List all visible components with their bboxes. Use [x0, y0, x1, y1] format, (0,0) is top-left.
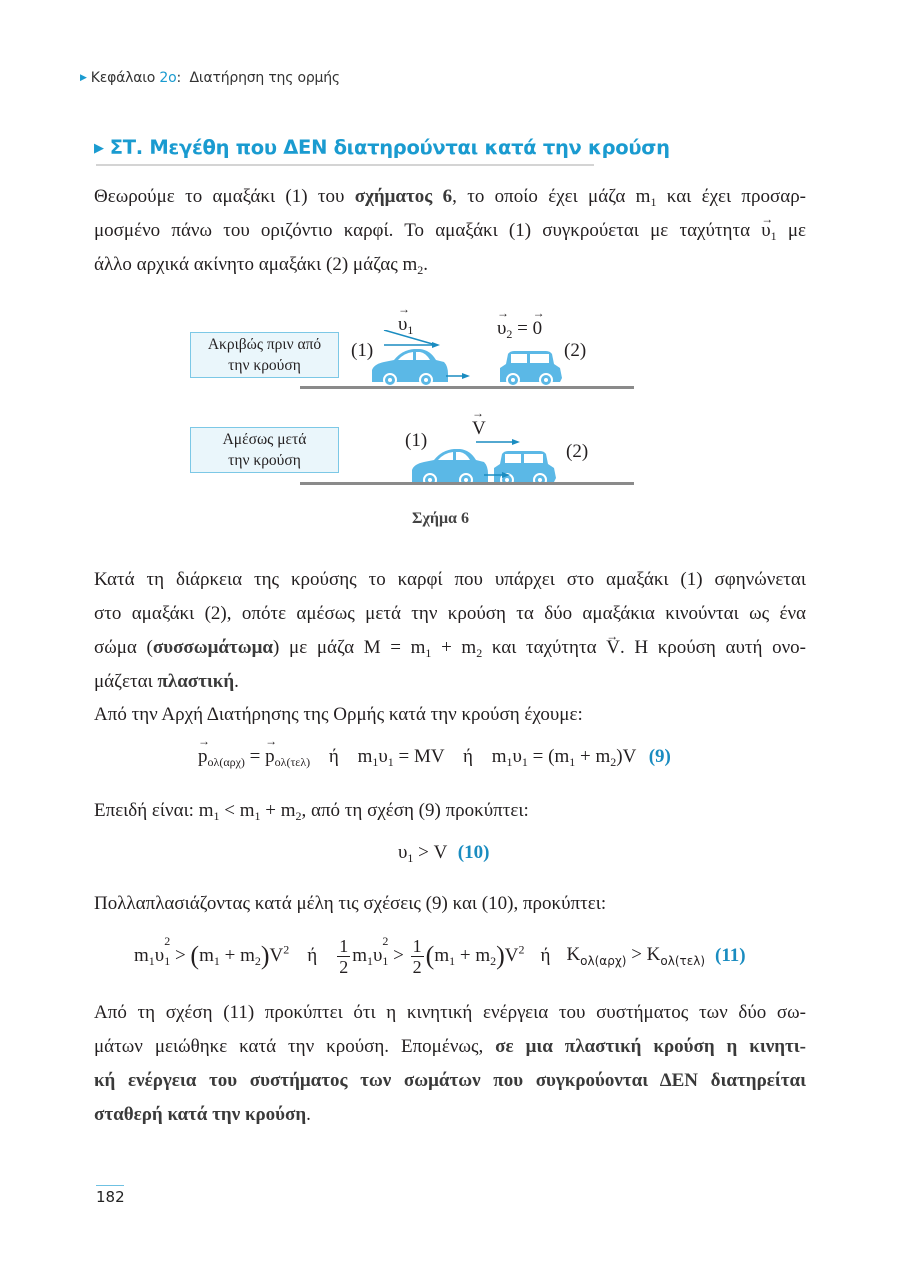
cars-before-illustration	[360, 330, 600, 386]
section-title-text: ΣΤ. Μεγέθη που ΔΕΝ διατηρούνται κατά την κρούση	[109, 136, 670, 159]
section-title	[94, 136, 670, 159]
v1-label: → $\upsilon_1$	[398, 314, 413, 336]
label-before-collision: Ακριβώς πριν από την κρούση	[190, 332, 339, 378]
running-header	[80, 70, 340, 86]
paragraph-conclusion	[94, 996, 806, 1132]
paragraph-multiplying: Πολλαπλασιάζοντας κατά μέλη τις σχέσεις (9) και (10), προκύπτει:	[94, 893, 607, 914]
paragraph-since: Επειδή είναι: $m_1 < m_1 + m_2$, από τη σχέση (9) προκύπτει:	[94, 800, 529, 823]
intro-line-1: Θεωρούμε το αμαξάκι (1) του σχήματος 6, το οποίο έχει μάζα $m_1$ και έχει προσαρ-	[94, 186, 806, 209]
cars-after-illustration	[410, 430, 590, 486]
car2-label-before: (2)	[564, 340, 587, 361]
equation-9: → $p_{o\lambda(\alpha\rho\chi)}$ = → $p_{o\lambda(\tau\varepsilon\lambda)}$ ή $m_1\upsilon_1$ = MV ή $m_1\upsilon_1 = (m_1 + m_2)V$ (9)	[198, 746, 671, 768]
chapter-number: 2ο	[159, 70, 177, 86]
triangle-bullet-icon: ▶	[80, 73, 87, 83]
term-sussomatoma: συσσωμάτωμα	[152, 637, 274, 658]
para6-line-1: Από τη σχέση (11) προκύπτει ότι η κινητική ενέργεια του συστήματος των δύο σω-	[94, 1002, 806, 1023]
chapter-title: Διατήρηση της ορμής	[189, 70, 340, 86]
velocity-vector: → υ	[761, 214, 770, 248]
V-label: → V	[472, 418, 486, 440]
intro-line-3: άλλο αρχικά ακίνητο αμαξάκι (2) μάζας $m_2$.	[94, 254, 429, 277]
equation-number-10: (10)	[457, 842, 490, 863]
fraction-half: $\frac{1}{2}$	[412, 935, 422, 977]
para6-line-2: μάτων μειώθηκε κατά την κρούση. Επομένως, σε μια πλαστική κρούση η κινητι-	[94, 1036, 806, 1057]
para6-line-4: σταθερή κατά την κρούση.	[94, 1104, 311, 1125]
term-plastic: πλαστική	[157, 671, 235, 692]
figure-caption: Σχήμα 6	[412, 510, 469, 527]
para2-line-2: στο αμαξάκι (2), οπότε αμέσως μετά την κρούση τα δύο αμαξάκια κινούνται ως ένα	[94, 603, 806, 624]
para2-line-4: μάζεται πλαστική.	[94, 671, 239, 692]
intro-paragraph	[94, 180, 806, 282]
car1-label-after: (1)	[405, 430, 428, 451]
paragraph-plastic-collision	[94, 563, 806, 699]
page-number-rule	[96, 1185, 124, 1186]
title-divider	[96, 164, 594, 166]
para6-line-3: κή ενέργεια του συστήματος των σωμάτων που συγκρούονται ΔΕΝ διατηρείται	[94, 1070, 806, 1091]
car1-label-before: (1)	[351, 340, 374, 361]
equation-number-9: (9)	[648, 746, 671, 767]
equation-11: $m_1\upsilon$ 2 $_1 > (m_1 + m_2)V^2$ ή $\frac{1}{2}$ $m_1\upsilon$ 2 $_1$ > $\frac{1}{2}$ $(m_1 + m_2)V^2$ ή $K_{o\lambda(\alpha\rho\chi)} > K_{o\lambda(\tau\varepsilon\lambda)}$ (11)	[134, 934, 746, 977]
chapter-separator: :	[176, 70, 190, 86]
label-after-collision: Αμέσως μετά την κρούση	[190, 427, 339, 473]
paragraph-momentum-conservation: Από την Αρχή Διατήρησης της Ορμής κατά την κρούση έχουμε:	[94, 704, 583, 725]
v2-label: → $\upsilon_2$ = → 0	[497, 318, 542, 340]
triangle-bullet-icon: ▶	[94, 141, 104, 156]
equation-number-11: (11)	[715, 945, 746, 966]
para2-line-1: Κατά τη διάρκεια της κρούσης το καρφί που υπάρχει στο αμαξάκι (1) σφηνώνεται	[94, 569, 806, 590]
figure-reference: σχήματος 6	[354, 186, 453, 207]
car2-label-after: (2)	[566, 441, 589, 462]
para2-line-3: σώμα (συσσωμάτωμα) με μάζα $M = m_1 + m_2$ και ταχύτητα → V. Η κρούση αυτή ονο-	[94, 631, 806, 665]
road-before	[300, 386, 634, 389]
intro-line-2: μοσμένο πάνω του οριζόντιο καρφί. Το αμαξάκι (1) συγκρούεται με $\tau\alpha\chi ύ\tau\eta\tau\alpha \to \upsilon_1$ με	[94, 214, 806, 248]
page-number: 182	[96, 1188, 125, 1206]
fraction-half: $\frac{1}{2}$	[339, 935, 349, 977]
chapter-prefix: Κεφάλαιο	[90, 70, 160, 86]
equation-10: $\upsilon_1 > V$ (10)	[398, 842, 490, 865]
road-after	[300, 482, 634, 485]
